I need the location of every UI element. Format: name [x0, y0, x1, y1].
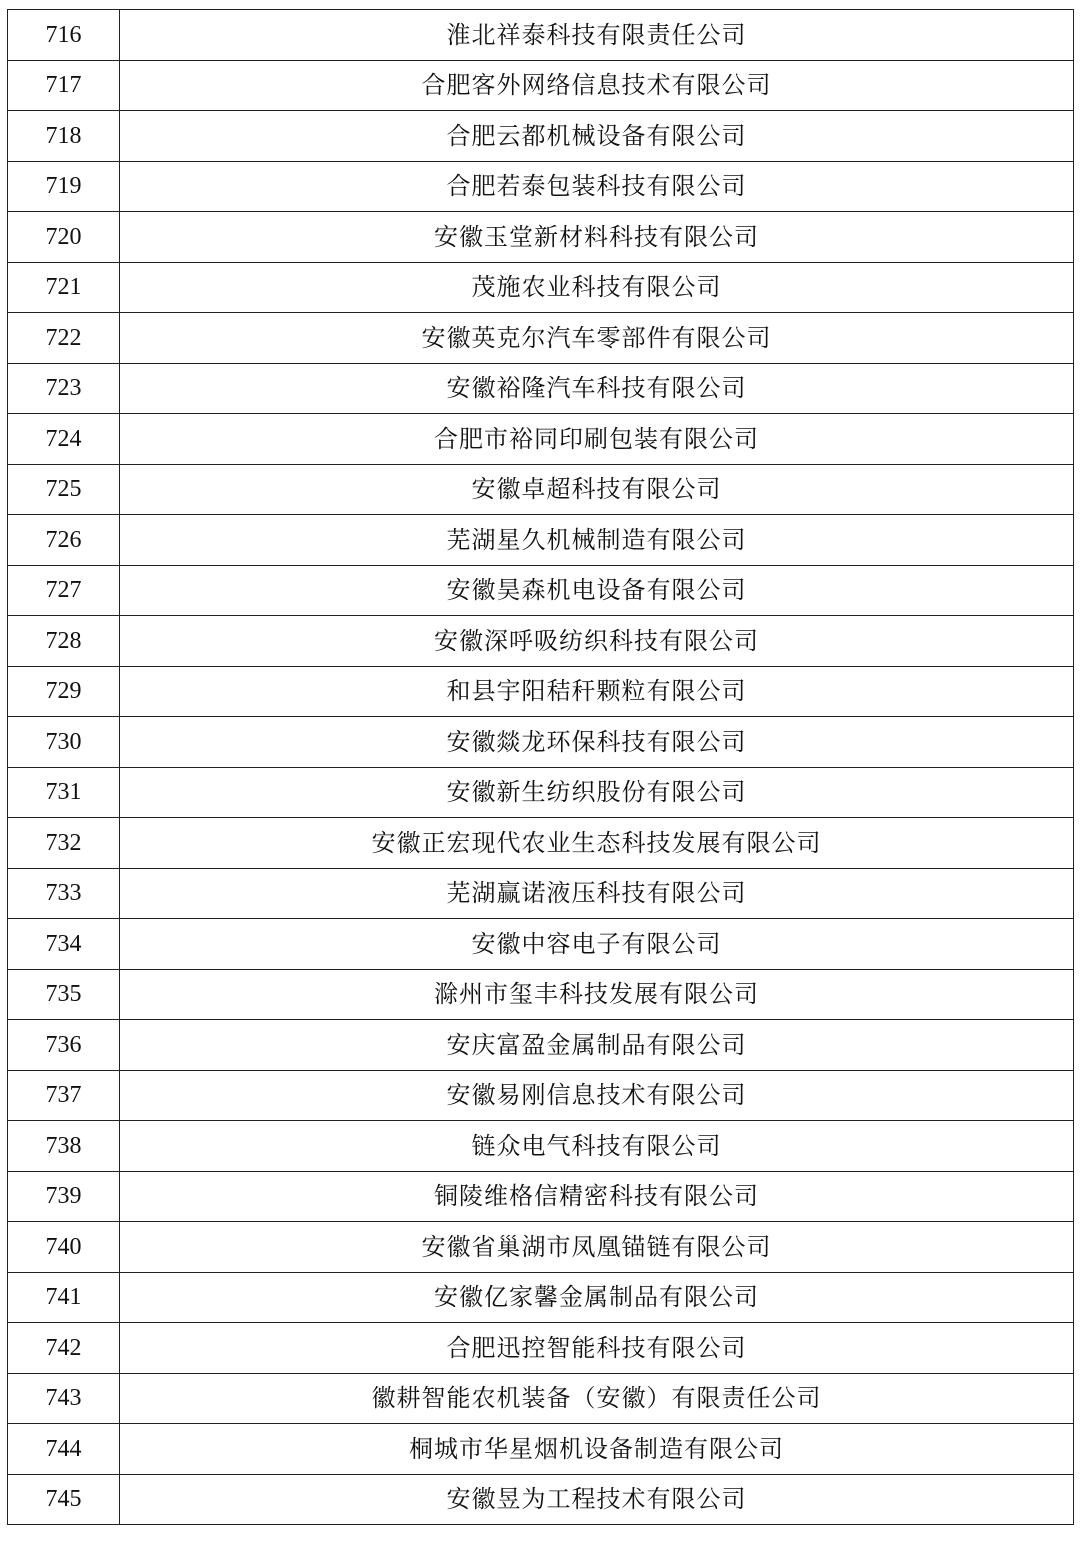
table-row [8, 313, 1074, 364]
company-list-table [7, 9, 1074, 1525]
row-number: 716 [8, 10, 120, 61]
table-row [8, 868, 1074, 919]
row-number: 744 [8, 1424, 120, 1475]
company-name: 安徽正宏现代农业生态科技发展有限公司 [120, 818, 1074, 869]
row-number: 729 [8, 666, 120, 717]
company-name: 安徽中容电子有限公司 [120, 919, 1074, 970]
row-number: 719 [8, 161, 120, 212]
table-row [8, 1222, 1074, 1273]
company-name: 链众电气科技有限公司 [120, 1121, 1074, 1172]
table-row [8, 1020, 1074, 1071]
row-number: 743 [8, 1373, 120, 1424]
row-number: 742 [8, 1323, 120, 1374]
table-row [8, 1272, 1074, 1323]
row-number: 720 [8, 212, 120, 263]
row-number: 735 [8, 969, 120, 1020]
company-name: 安徽省巢湖市凤凰锚链有限公司 [120, 1222, 1074, 1273]
table-row [8, 565, 1074, 616]
table-row [8, 1121, 1074, 1172]
company-name: 安徽深呼吸纺织科技有限公司 [120, 616, 1074, 667]
table-row [8, 414, 1074, 465]
table-row [8, 1373, 1074, 1424]
table-row [8, 969, 1074, 1020]
row-number: 733 [8, 868, 120, 919]
table-row [8, 666, 1074, 717]
row-number: 734 [8, 919, 120, 970]
table-row [8, 767, 1074, 818]
company-name: 安徽燚龙环保科技有限公司 [120, 717, 1074, 768]
company-name: 安徽亿家馨金属制品有限公司 [120, 1272, 1074, 1323]
row-number: 726 [8, 515, 120, 566]
table-row [8, 818, 1074, 869]
row-number: 736 [8, 1020, 120, 1071]
table-row [8, 363, 1074, 414]
row-number: 723 [8, 363, 120, 414]
row-number: 740 [8, 1222, 120, 1273]
company-name: 安徽裕隆汽车科技有限公司 [120, 363, 1074, 414]
row-number: 725 [8, 464, 120, 515]
company-name: 芜湖星久机械制造有限公司 [120, 515, 1074, 566]
row-number: 731 [8, 767, 120, 818]
row-number: 739 [8, 1171, 120, 1222]
table-row [8, 515, 1074, 566]
company-list-table-wrap [7, 9, 1073, 1525]
company-name: 合肥若泰包装科技有限公司 [120, 161, 1074, 212]
table-row [8, 717, 1074, 768]
row-number: 745 [8, 1474, 120, 1525]
company-name: 安徽卓超科技有限公司 [120, 464, 1074, 515]
company-name: 安徽英克尔汽车零部件有限公司 [120, 313, 1074, 364]
table-row [8, 262, 1074, 313]
row-number: 737 [8, 1070, 120, 1121]
company-name: 铜陵维格信精密科技有限公司 [120, 1171, 1074, 1222]
table-row [8, 616, 1074, 667]
company-name: 安庆富盈金属制品有限公司 [120, 1020, 1074, 1071]
table-row [8, 10, 1074, 61]
company-name: 芜湖赢诺液压科技有限公司 [120, 868, 1074, 919]
company-name: 合肥客外网络信息技术有限公司 [120, 60, 1074, 111]
table-row [8, 1424, 1074, 1475]
row-number: 721 [8, 262, 120, 313]
table-row [8, 212, 1074, 263]
table-row [8, 161, 1074, 212]
company-name: 合肥迅控智能科技有限公司 [120, 1323, 1074, 1374]
company-name: 徽耕智能农机装备（安徽）有限责任公司 [120, 1373, 1074, 1424]
table-row [8, 1171, 1074, 1222]
company-name: 安徽玉堂新材料科技有限公司 [120, 212, 1074, 263]
company-name: 合肥云都机械设备有限公司 [120, 111, 1074, 162]
row-number: 724 [8, 414, 120, 465]
company-name: 和县宇阳秸秆颗粒有限公司 [120, 666, 1074, 717]
table-body [8, 10, 1074, 1525]
company-name: 桐城市华星烟机设备制造有限公司 [120, 1424, 1074, 1475]
company-name: 合肥市裕同印刷包装有限公司 [120, 414, 1074, 465]
table-row [8, 464, 1074, 515]
row-number: 727 [8, 565, 120, 616]
row-number: 718 [8, 111, 120, 162]
table-row [8, 1474, 1074, 1525]
company-name: 安徽昊森机电设备有限公司 [120, 565, 1074, 616]
company-name: 茂施农业科技有限公司 [120, 262, 1074, 313]
table-row [8, 1070, 1074, 1121]
table-row [8, 111, 1074, 162]
row-number: 741 [8, 1272, 120, 1323]
row-number: 732 [8, 818, 120, 869]
company-name: 安徽易刚信息技术有限公司 [120, 1070, 1074, 1121]
company-name: 滁州市玺丰科技发展有限公司 [120, 969, 1074, 1020]
row-number: 730 [8, 717, 120, 768]
table-row [8, 919, 1074, 970]
row-number: 717 [8, 60, 120, 111]
row-number: 738 [8, 1121, 120, 1172]
row-number: 728 [8, 616, 120, 667]
table-row [8, 60, 1074, 111]
company-name: 淮北祥泰科技有限责任公司 [120, 10, 1074, 61]
row-number: 722 [8, 313, 120, 364]
company-name: 安徽昱为工程技术有限公司 [120, 1474, 1074, 1525]
company-name: 安徽新生纺织股份有限公司 [120, 767, 1074, 818]
table-row [8, 1323, 1074, 1374]
